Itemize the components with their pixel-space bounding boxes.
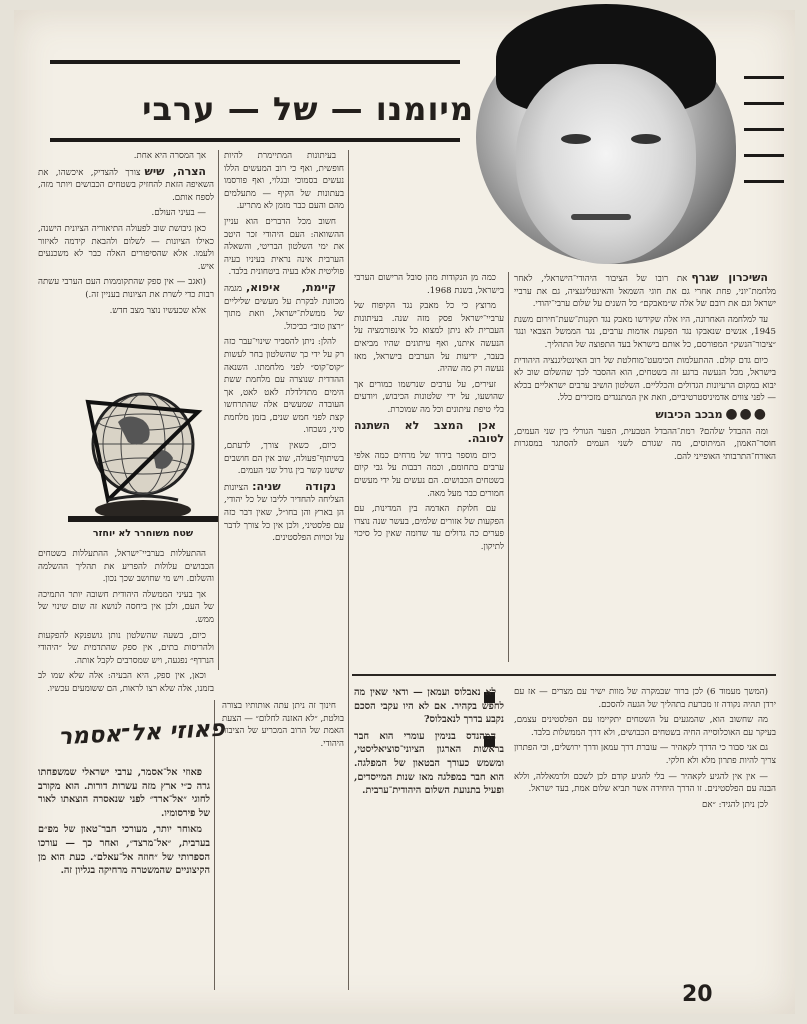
column-left-mid xyxy=(38,548,214,694)
column-second-top xyxy=(224,150,344,670)
column-right-top xyxy=(514,272,776,667)
paragraph: (המשך מעמוד 6) לכן ברור שבמקרה של מוות ישיר עם מצרים — אז עם ירדן תהיה נקודה זו מכרעת בתהליך של הגעה להסכם. xyxy=(514,687,776,710)
paragraph: עד למלחמה האחרונה, היו אלה שקידשו מאבק נגד תקנות־שעת־חירום משנת 1945, אנשים שנאבקו נגד הפקעת אדמות ערבים, נגד הממשל הצבאי ונגד ״ציבור־הנשק״ המפורסם, כל אותם בישראל בעד התפוצה של התהליך. xyxy=(514,314,776,350)
photo-rule-2 xyxy=(744,102,784,105)
author-name-headline: פאוזי אל־אסמר xyxy=(57,715,226,751)
paragraph: בעיתונות המתיימרת להיות חופשית, ואף כי רוב המעשים הללו נעשים בסמוכי ובגלוי, ואף פורסמו בעתונות של הקיף — מתעלמים מהם והעם כבר מזמן לא מתריע. xyxy=(224,151,344,212)
column-divider-2 xyxy=(348,150,349,990)
globe-svg xyxy=(48,382,238,532)
globe-illustration xyxy=(48,382,238,532)
author-portrait-photo xyxy=(476,24,736,264)
paragraph: וכאן, אין ספק, היא הבעיה: אלה שלא שמו לב בזמנו, אלה שלא רצו לראות, הם ששומעים עכשיו. xyxy=(38,671,214,694)
portrait-mouth xyxy=(571,214,631,220)
photo-rule-5 xyxy=(744,180,784,183)
paragraph: מאוחר יותר, מעורכי חבר־טאון של מפ״ם בערבית, ״אל־מרצד״, ואחר כך — עורכו הספרותי של ״חוזה אל־עאלם״. כעת הוא מן הקיצוניים שהמשטרה מרחיקה בגליון זה. xyxy=(38,824,210,877)
author-bio-column xyxy=(38,766,210,976)
paragraph: אך המסרה היא אחת. xyxy=(133,151,206,161)
paragraph: ומה ההבדל שלהם? רמת־ההבדל הטבעית, הפער הגורלי בין שני העמים, חוסר־האמון, המיתוסים, מה שגורם לשני העמים להסתגר במסגרות האורח־התרבותי האופייני להם. xyxy=(514,426,776,462)
section-divider-lower xyxy=(352,674,776,676)
paragraph: לא נאבלוס ועמאן — ודאי שאין מה לחפש בקהיר. אם לא היו עקבי הסכם נקבע בדרך לנאבלוס? xyxy=(354,687,504,726)
paragraph: מגמה מכוונת לבקרת על מעשים שליליים של ממשלת־ישראל, וזאת מתוך ״רצון טוב״ כביכול. xyxy=(224,283,344,332)
paragraph: כיום, כשאין צורך, לדעתם, בשיתוף־פעולה, שוב אין הם חושבים שישנו קשר בין גורל שני העמים. xyxy=(224,441,344,477)
paragraph: לכן ניתן להגיד: ״אם xyxy=(702,799,768,810)
portrait-left-eye xyxy=(561,134,591,144)
paragraph: כאן גיבושת שוב לפעולה התיאוריה הציונית הישנה, כאילו הציונות — לשלום ולהבאת קידמה לאיזור ולעמו. אלא שהסיפורים האלה כבר לא משכנעים איש. xyxy=(38,223,214,272)
subhead-mavkav: מבכב הכיבוש xyxy=(655,407,723,421)
paragraph: עם חלוקת האדמה בין המדינות, עם הפקעות של אזורים שלמים, בעשר שנה נוצרו פערים כה גדולים עד שדומה שאין כל סיכוי לתיקון. xyxy=(354,504,504,552)
column-mid-top xyxy=(354,272,504,667)
column-left-top xyxy=(38,150,214,380)
subhead-nekuda-shniya: נקודה שניה: xyxy=(252,479,336,493)
portrait-face xyxy=(516,64,696,264)
paragraph: להלן: ניתן להסביר שינוי־עבר כזה רק על ידי כך שהשלטון בחר לעשות ״קוס־קוס״ לפני מלחמתו. השנאה ההדדית שנוצרה עם מלחמת ששת הימים מתדלדלת לאט לאט, אך העובדה שמעשים אלה שהתרחשו קצת לפני חמש שנים, בזמן מלחמת סיני, נשכחו. xyxy=(224,337,344,436)
photo-rule-1 xyxy=(744,76,784,79)
paragraph: זעירים, על ערבים שנרשמו כמורים אך שהושעו, על ידי שלטונות הכיבוש, ויודעים בלי טיפת עיתונים וכל מה שמוכרת. xyxy=(354,379,504,415)
paragraph: כיום, בשעה שהשלטון נותן גושפנקא להפקעות ולהריסות בתים, אין ספק שהתדמית של ״היהודי הנרדף״ נפגעה, ויש שמסרבים לקבל אותה. xyxy=(38,630,214,666)
globe-caption: שטח משוחרר לא יוחזר xyxy=(92,528,194,539)
photo-rule-4 xyxy=(744,154,784,157)
header-rule-bottom xyxy=(50,138,460,142)
portrait-right-eye xyxy=(631,134,661,144)
paragraph: — בעיני העולם. xyxy=(151,208,206,219)
section-dots: ●●● xyxy=(725,405,768,422)
subhead-kayemet: קיימת, איפוא, xyxy=(245,280,336,294)
paragraph: חשוב מכל הדברים הוא עניין ההשוואה: העם היהודי זכר היטב את ימי השלטון הבריטי, והשאלה הערבית אינה נראית בעיניו בעיה פוליטית אלא בעיה ביטחונית בלבד. xyxy=(224,216,344,278)
paragraph: כמה מן הנקודות מהן סובל הרישום הערבי בישראל, בשנת 1968. xyxy=(354,273,504,296)
paragraph: הציונות הצליחה להחדיר לליבו של כל יהודי, הן בארץ והן בחו״ל, שאין דבר כזה עם פלסטיני, ולכן אין כל צורך לדבר על זכויות הפלסטינים. xyxy=(224,482,344,544)
paragraph: אך בעיני הממשלה היהודית חשובה יותר התמיכה של העם, ולכן אין ביחסה לנושא זה שום שינוי של ממש. xyxy=(38,589,214,625)
column-divider-3 xyxy=(508,272,509,662)
header-rule-top xyxy=(50,60,460,64)
paragraph: את רובו של הציבור היהודי־הישראלי, לאחר מלחמת־יוני, פחת אחרי גם את חוגי השמאל והאינטליגנציה, גם את ערביי ישראל וגם את רובם של אלה ש״מאבקם״ כל השנים על שלום ערבי־יהודי. xyxy=(514,274,776,310)
subhead-hatsara: הצרה, שיש xyxy=(144,164,206,178)
paragraph: ההתעללות בערביי־ישראל, ההתעללות בשטחים הכבושים עלולות להפריע את תהליך ההשלמה והשלום. ויש מי שחושב שכך נכון. xyxy=(38,549,214,585)
paragraph: — אין אין להגיע לקאהיר — בלי להגיע קודם לכן לשכם ולרמאללה, וללא הבנה עם הפלסטינים. זו הדרך היחידה אשר תביא שלום אמת, בעד ישראל. xyxy=(514,771,776,795)
page-number: 20 xyxy=(682,982,713,1007)
paragraph: (ואגב — אין ספק שהתקוממות העם הערבי עשתה רבות כדי לשרת את הציונות בעניין זה.) xyxy=(38,277,214,300)
paragraph: אלא שכעשיו נוצר מצב חדש. xyxy=(109,305,206,316)
paragraph: צורך להצדיק, איכשהו, את השאיפה הזאת להחזיק בשטחים הכבושים ויותר מזה, לספח אותם. xyxy=(38,167,214,203)
article-title: מיומנו — של — ערבי xyxy=(142,90,474,128)
paragraph: כיום מוספר בידוד של מרחים כמה אלפי ערבים בתחומם, וכמה רבבות על גבי קיום בשטחים הכבושים. הם נעשים על ידי מעשים חמורים כבר מעל מאה. xyxy=(354,450,504,499)
paragraph: פאוזי אל־אסמר, ערבי ישראלי שמשפחתו גרה כ״י ארץ מזה עשרות דורות. הוא מקורב לחוגי ״אל־ארד״ לפני שנאסרה הוצאתו לאור של פירסומיו. xyxy=(38,767,210,819)
paragraph: גם אני סבור כי הדרך לקאהיר — עוברת דרך עמאן ודרך ירושלים, וכי הפתרון צריך להיות פתרון מלא ולא חלקי. xyxy=(514,743,776,766)
paragraph: חינוך זה ניתן עתה אותותיו בצורה בולטת, ״לא האזנה לחלום״ — הצעת האמת של הרוב המכריע של הציבור היהודי. xyxy=(222,701,344,749)
photo-rule-3 xyxy=(744,128,784,131)
paragraph: מרוצץ כי כל מאבק נגד הקיפוח של ערביי־ישראל פסק מזה שנה. בעיתונות העברית לא ניתן למצוא כל אינפורמציה על הנעשה איתנו, ואף עיתונים שהיו מביאים בעבר, ידיעות על הערבים בישראל, מאז נעשה רק מה שהיה. xyxy=(354,301,504,375)
column-center-bottom xyxy=(354,686,504,986)
paragraph: כיום גדם קולם. ההתעלמות הכימעט־מוחלטת של רוב האינטליגנציה היהודית בישראל, מכל הנעשה ברגע זה בשטחים, הוא ההסבר לכך שהשלום שוב לא יבוא במקום הרעיונות הגדולים והכלליים. השלטון הושיב ערבים ישראליים בכלא — לפני צווים אדמיניסטרטיביים, וזאת אין המתנגדים מזכירים כלל. xyxy=(514,355,776,404)
subhead-shikaron: השיכרון שגרף xyxy=(691,271,768,284)
subhead-akhen: אכן המצב לא השתנה לטובה. xyxy=(354,418,504,446)
magazine-page xyxy=(14,10,795,1014)
paragraph: המהנדס בנימין עומרי הוא חבר בראשות הארגון הציוני־סוציאליסטי, ומשמש כעורך הבטאון של המפלגה. הוא חבר במפלגה מאז שנות המייסדים, ופעיל בתנועת השלום היהודית־ערבית. xyxy=(354,730,504,797)
paragraph: מה שחשוב הוא, שהמגעים על השטחים יתקיימו עם הפלסטינים עצמם, בעיקר עם האוכלוסייה החיה בשטחים הכבושים, ולא דרך הממשלות בלבד. xyxy=(514,715,776,738)
column-right-bottom xyxy=(514,686,776,976)
column-mid-bottom xyxy=(222,700,344,990)
